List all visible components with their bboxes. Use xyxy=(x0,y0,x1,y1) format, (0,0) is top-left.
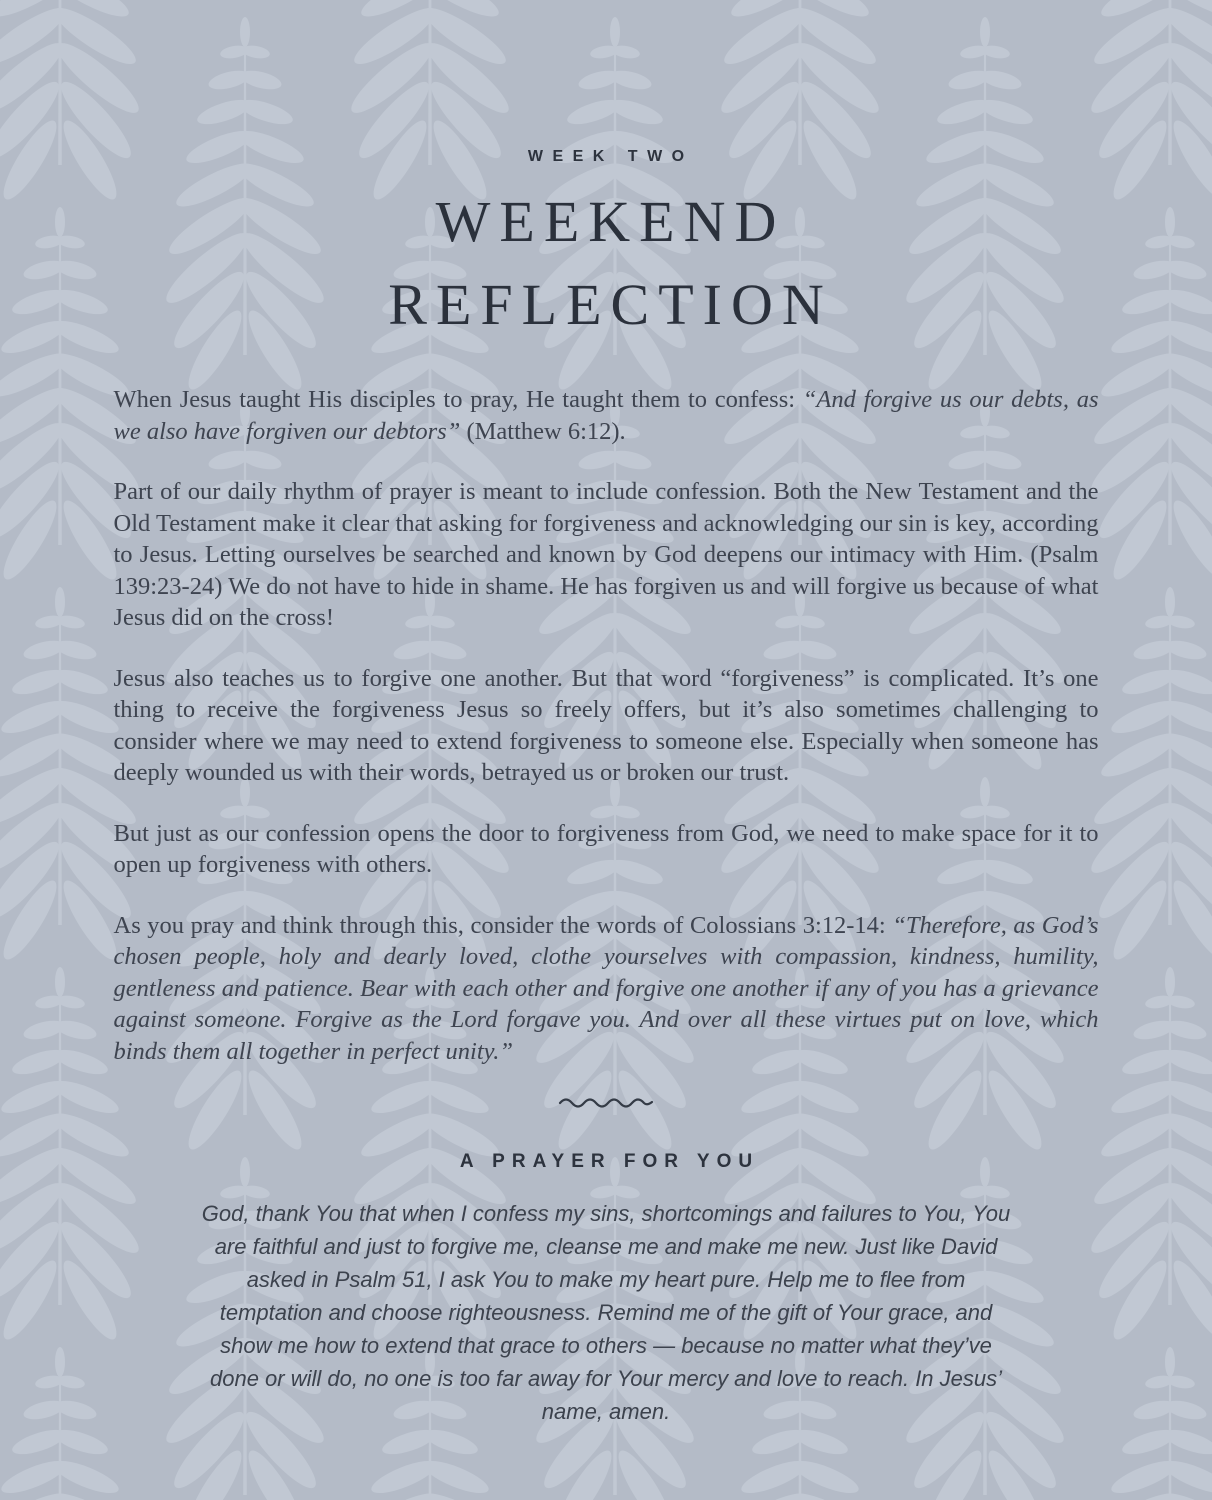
paragraph-run: When Jesus taught His disciples to pray, He taught them to confess: xyxy=(113,386,803,413)
week-label: WEEK TWO xyxy=(527,148,694,165)
body-paragraph xyxy=(114,663,1099,789)
section-divider xyxy=(0,1095,1212,1109)
paragraph-run: As you pray and think through this, consider the words of Colossians 3:12-14: xyxy=(113,911,893,939)
prayer-heading: A PRAYER FOR YOU xyxy=(459,1151,760,1172)
paragraph-run: But just as our confession opens the door to forgiveness from God, we need to make space for it to open up forgiveness with others. xyxy=(113,819,1099,878)
paragraph-run: Jesus also teaches us to forgive one another. But that word “forgiveness” is complicated. It’s one thing to receive the forgiveness Jesus so freely offers, but it’s also sometimes challenging to consider where we may need to extend forgiveness to someone else. Especially when someone has deeply wounded us with their words, betrayed us or broken our trust. xyxy=(113,664,1099,786)
paragraph-run: (Matthew 6:12). xyxy=(460,417,626,445)
paragraph-run: Part of our daily rhythm of prayer is meant to include confession. Both the New Testament and the Old Testament make it clear that asking for forgiveness and acknowledging our sin is key, according to Jesus. Letting ourselves be searched and known by God deepens our intimacy with Him. (Psalm 139:23-24) We do not have to hide in shame. He has forgiven us and will forgive us because of what Jesus did on the cross! xyxy=(113,478,1099,631)
page-title xyxy=(0,180,1212,346)
body-paragraph xyxy=(114,910,1099,1068)
scripture-quote: “And forgive us our debts, as we also have forgiven our debtors” xyxy=(113,386,1099,445)
squiggle-divider-icon xyxy=(558,1095,654,1109)
body-paragraph xyxy=(114,818,1099,881)
prayer-text: God, thank You that when I confess my sins, shortcomings and failures to You, You are faithful and just to forgive me, cleanse me and make me new. Just like David asked in Psalm 51, I ask You to make my heart pure. Help me to flee from temptation and choose righteousness. Remind me of the gift of Your grace, and show me how to extend that grace to others — because no matter what they’ve done or will do, no one is too far away for Your mercy and love to reach. In Jesus’ name, amen. xyxy=(201,1201,1011,1424)
page-title-line2: REFLECTION xyxy=(388,272,833,337)
scripture-quote: “Therefore, as God’s chosen people, holy and dearly loved, clothe yourselves with compassion, kindness, humility, gentleness and patience. Bear with each other and forgive one another if any of you has a grievance against someone. Forgive as the Lord forgave you. And over all these virtues put on love, which binds them all together in perfect unity.” xyxy=(113,911,1099,1065)
body-paragraph xyxy=(114,476,1099,634)
body-paragraph xyxy=(114,384,1099,447)
page-title-line1: WEEKEND xyxy=(435,189,786,254)
body-text xyxy=(114,384,1099,1067)
